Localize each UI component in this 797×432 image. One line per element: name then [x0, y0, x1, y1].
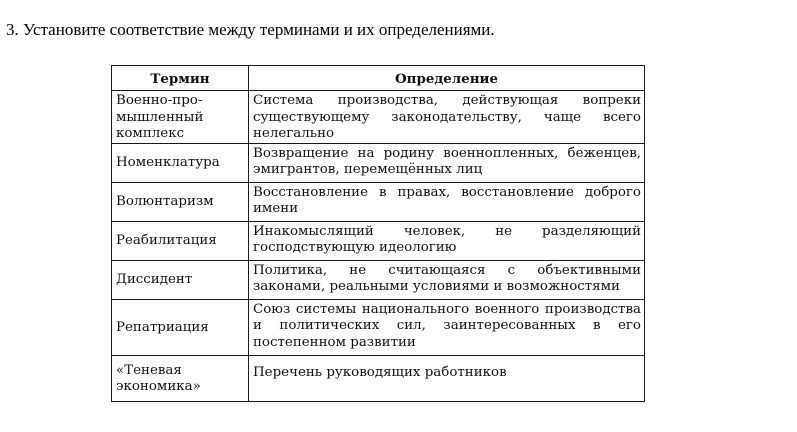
- term-cell: [112, 91, 249, 144]
- term-cell: [112, 221, 249, 260]
- definition-cell: Восстановление в правах, восстановление доброго имени: [249, 182, 645, 221]
- definition-cell: Политика, не считающаяся с объективными законами, реальными условиями и возможностями: [249, 260, 645, 299]
- table-row: [112, 143, 645, 182]
- terms-definitions-table: [111, 65, 645, 402]
- table-row: [112, 91, 645, 144]
- term-text-line: Репатриация: [116, 319, 209, 335]
- term-cell: [112, 260, 249, 299]
- definition-cell: Инакомыслящий человек, не разделяющий господствующую идеологию: [249, 221, 645, 260]
- table-row: [112, 260, 645, 299]
- term-text-line: Номенклатура: [116, 155, 220, 171]
- definition-cell: Возвращение на родину военнопленных, беженцев, эмигрантов, перемещённых лиц: [249, 143, 645, 182]
- term-text-line: Военно-про-: [116, 93, 203, 108]
- table-row: [112, 355, 645, 401]
- definition-cell: Система производства, действующая вопреки существующему законодательству, чаще всего нелегально: [249, 91, 645, 144]
- table-header-row: [112, 66, 645, 91]
- term-text-line: Волюнтаризм: [116, 194, 214, 210]
- definition-cell: Перечень руководящих работников: [249, 355, 645, 401]
- table-row: [112, 182, 645, 221]
- definition-cell: Союз системы национального военного производства и политических сил, заинтересованных в его постепенном развитии: [249, 299, 645, 355]
- term-column-header: Термин: [112, 66, 249, 91]
- term-text-line: Диссидент: [116, 272, 193, 288]
- term-cell: [112, 355, 249, 401]
- term-cell: [112, 182, 249, 221]
- term-text-line: «Теневая: [116, 362, 182, 378]
- term-text-line: комплекс: [116, 126, 185, 141]
- task-title: 3. Установите соответствие между терминами и их определениями.: [6, 20, 495, 39]
- table-row: [112, 299, 645, 355]
- term-cell: [112, 143, 249, 182]
- table-row: [112, 221, 645, 260]
- definition-column-header: Определение: [249, 66, 645, 91]
- term-text-line: мышленный: [116, 109, 204, 125]
- term-text-line: Реабилитация: [116, 233, 217, 249]
- term-text-line: экономика»: [116, 379, 201, 394]
- term-cell: [112, 299, 249, 355]
